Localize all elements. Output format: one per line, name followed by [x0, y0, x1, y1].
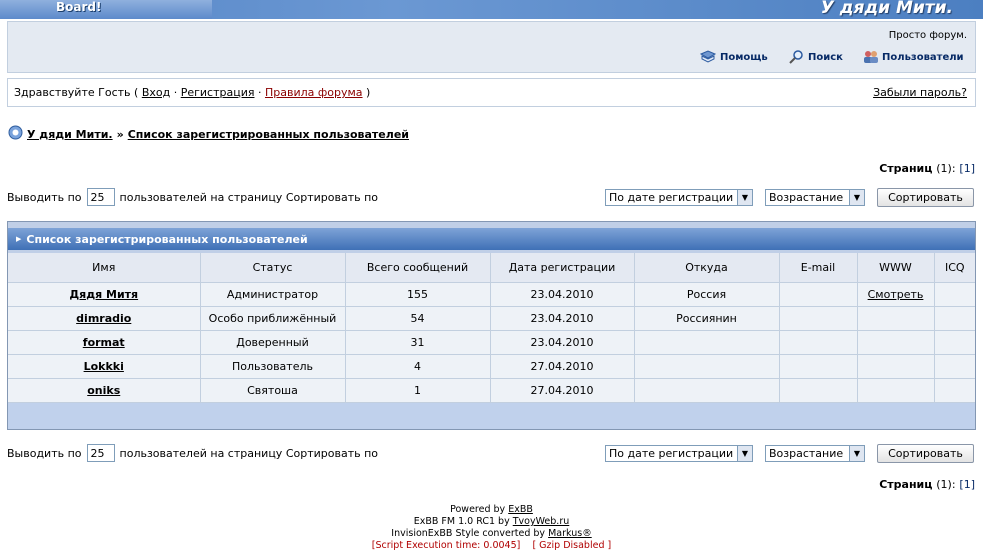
nav-help-link[interactable] — [700, 50, 768, 64]
nav-users-label: Пользователи — [882, 51, 964, 63]
col-posts[interactable]: Всего сообщений — [345, 253, 490, 282]
col-icq[interactable]: ICQ — [934, 253, 975, 282]
chevron-down-icon: ▼ — [849, 446, 864, 461]
page-link-1[interactable]: [1] — [959, 478, 975, 491]
sort-by-value: По дате регистрации — [609, 447, 734, 460]
sort-by-select[interactable] — [605, 445, 753, 462]
member-www — [857, 306, 934, 330]
col-name[interactable]: Имя — [8, 253, 200, 282]
users-icon — [862, 50, 878, 64]
member-status: Доверенный — [200, 330, 345, 354]
help-book-icon — [700, 50, 716, 64]
sort-button[interactable]: Сортировать — [877, 444, 974, 463]
pages-count: (1): — [936, 478, 956, 491]
show-label: Выводить по — [7, 446, 82, 460]
separator: · — [173, 86, 178, 99]
member-www — [857, 378, 934, 402]
login-link[interactable]: Вход — [141, 86, 171, 99]
greeting-close: ) — [366, 86, 371, 99]
member-posts: 155 — [345, 282, 490, 306]
style-line — [0, 528, 983, 540]
member-from — [634, 354, 779, 378]
breadcrumb-current[interactable]: Список зарегистрированных пользователей — [127, 127, 409, 141]
table-row — [8, 282, 975, 306]
member-posts: 1 — [345, 378, 490, 402]
rules-link[interactable]: Правила форума — [264, 86, 363, 99]
footer — [0, 504, 983, 552]
per-page-suffix: пользователей на страницу Сортировать по — [119, 190, 379, 204]
pages-label: Страниц — [879, 162, 933, 175]
www-link[interactable]: Смотреть — [867, 287, 924, 301]
member-posts: 31 — [345, 330, 490, 354]
member-name[interactable]: Lokkki — [8, 354, 200, 378]
member-date: 23.04.2010 — [490, 330, 634, 354]
member-status: Святоша — [200, 378, 345, 402]
member-date: 27.04.2010 — [490, 354, 634, 378]
per-page-input[interactable] — [87, 188, 115, 206]
show-label: Выводить по — [7, 190, 82, 204]
chevron-down-icon: ▼ — [737, 446, 752, 461]
forum-home-icon — [8, 125, 23, 143]
col-www[interactable]: WWW — [857, 253, 934, 282]
member-email — [779, 330, 857, 354]
member-icq — [934, 306, 975, 330]
nav-help-label: Помощь — [720, 51, 768, 63]
member-email — [779, 306, 857, 330]
exec-line — [0, 540, 983, 552]
markus-link[interactable]: Markus® — [548, 528, 592, 539]
member-www — [857, 330, 934, 354]
page-link-1[interactable]: [1] — [959, 162, 975, 175]
table-header-row — [8, 253, 975, 282]
chevron-down-icon: ▼ — [849, 190, 864, 205]
breadcrumb-separator: » — [116, 127, 124, 141]
member-email — [779, 378, 857, 402]
style-text: InvisionExBB Style converted by — [391, 528, 546, 539]
exbb-link[interactable]: ExBB — [508, 504, 533, 515]
member-status: Администратор — [200, 282, 345, 306]
table-row — [8, 306, 975, 330]
member-posts: 4 — [345, 354, 490, 378]
per-page-input[interactable] — [87, 444, 115, 462]
per-page-suffix: пользователей на страницу Сортировать по — [119, 446, 379, 460]
table-row — [8, 330, 975, 354]
member-date: 23.04.2010 — [490, 282, 634, 306]
member-email — [779, 282, 857, 306]
per-page-controls-bottom — [7, 444, 378, 462]
gzip-status: [ Gzip Disabled ] — [532, 540, 612, 551]
member-status: Пользователь — [200, 354, 345, 378]
member-date: 27.04.2010 — [490, 378, 634, 402]
member-posts: 54 — [345, 306, 490, 330]
member-from — [634, 330, 779, 354]
table-row — [8, 354, 975, 378]
order-value: Возрастание — [769, 191, 844, 204]
order-select[interactable] — [765, 189, 865, 206]
sort-by-value: По дате регистрации — [609, 191, 734, 204]
table-footer-bar — [8, 403, 975, 429]
sort-button[interactable]: Сортировать — [877, 188, 974, 207]
member-date: 23.04.2010 — [490, 306, 634, 330]
nav-users-link[interactable] — [862, 50, 964, 64]
nav-search-label: Поиск — [808, 51, 843, 63]
pagination-bottom — [879, 478, 975, 491]
nav-search-link[interactable] — [788, 50, 843, 64]
member-icq — [934, 354, 975, 378]
register-link[interactable]: Регистрация — [180, 86, 255, 99]
member-from: Россия — [634, 282, 779, 306]
magnifier-icon — [788, 50, 804, 64]
member-name[interactable]: dimradio — [8, 306, 200, 330]
powered-line — [0, 504, 983, 516]
member-from — [634, 378, 779, 402]
greeting — [14, 86, 370, 99]
tvoyweb-link[interactable]: TvoyWeb.ru — [512, 516, 570, 527]
pagination-top — [879, 162, 975, 175]
member-name[interactable]: oniks — [8, 378, 200, 402]
logo-text: Board! — [56, 0, 102, 14]
forgot-password-link[interactable]: Забыли пароль? — [873, 86, 967, 99]
member-status: Особо приближённый — [200, 306, 345, 330]
table-title: Список зарегистрированных пользователей — [26, 232, 308, 246]
board-logo[interactable] — [0, 0, 212, 19]
breadcrumb — [8, 125, 409, 143]
member-name[interactable]: format — [8, 330, 200, 354]
powered-text: Powered by — [450, 504, 506, 515]
order-value: Возрастание — [769, 447, 844, 460]
col-status[interactable]: Статус — [200, 253, 345, 282]
greeting-text: Здравствуйте Гость ( — [14, 86, 139, 99]
col-from[interactable]: Откуда — [634, 253, 779, 282]
table-row — [8, 378, 975, 402]
table-title-bar — [8, 228, 975, 250]
members-table — [8, 253, 975, 403]
per-page-controls-top — [7, 188, 378, 206]
chevron-down-icon: ▼ — [737, 190, 752, 205]
separator: · — [257, 86, 262, 99]
forum-tagline: Просто форум. — [888, 30, 967, 41]
pages-count: (1): — [936, 162, 956, 175]
site-title: У дяди Мити. — [820, 0, 953, 18]
member-www — [857, 354, 934, 378]
col-email[interactable]: E-mail — [779, 253, 857, 282]
col-date[interactable]: Дата регистрации — [490, 253, 634, 282]
pages-label: Страниц — [879, 478, 933, 491]
member-icq — [934, 330, 975, 354]
version-line — [0, 516, 983, 528]
member-email — [779, 354, 857, 378]
version-text: ExBB FM 1.0 RC1 by — [413, 516, 510, 527]
triangle-right-icon: ▶ — [16, 235, 22, 243]
nav-panel — [7, 21, 976, 73]
breadcrumb-home[interactable]: У дяди Мити. — [27, 127, 113, 141]
member-www — [857, 282, 934, 306]
member-from: Россиянин — [634, 306, 779, 330]
order-select[interactable] — [765, 445, 865, 462]
member-icq — [934, 282, 975, 306]
member-icq — [934, 378, 975, 402]
exec-time: [Script Execution time: 0.0045] — [371, 540, 521, 551]
member-name[interactable]: Дядя Митя — [8, 282, 200, 306]
sort-by-select[interactable] — [605, 189, 753, 206]
